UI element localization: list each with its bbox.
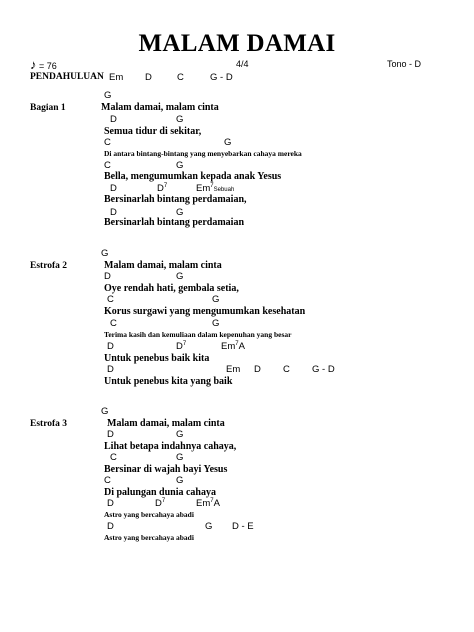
key-signature: Tono - D xyxy=(387,59,422,69)
chord: C xyxy=(110,318,117,329)
lyric-line: Terima kasih dan kemuliaan dalam kepenuhan yang besar xyxy=(104,330,292,339)
chord: G xyxy=(176,114,184,125)
chord-with-extension: Em$^7$A xyxy=(221,340,245,352)
chord: D xyxy=(107,521,114,532)
chord: C xyxy=(104,137,111,148)
chord: G - D xyxy=(210,72,233,83)
chord: D xyxy=(107,364,114,375)
lyric-line: Bersinar di wajah bayi Yesus xyxy=(104,464,228,475)
lyric-line: Untuk penebus kita yang baik xyxy=(104,376,233,387)
chord: C xyxy=(107,294,114,305)
chord: G xyxy=(212,318,220,329)
section-label: Estrofa 2 xyxy=(30,261,68,271)
chord: D - E xyxy=(232,521,254,532)
chord: G xyxy=(101,406,109,417)
chord: G xyxy=(176,160,184,171)
lyric-line: Bersinarlah bintang perdamaian, xyxy=(104,194,247,205)
lyric-line: Semua tidur di sekitar, xyxy=(104,126,202,137)
chord: G xyxy=(176,452,184,463)
chord: D xyxy=(110,183,117,194)
chord: G xyxy=(176,207,184,218)
chord: Em xyxy=(109,72,124,83)
section-label: Estrofa 3 xyxy=(30,419,68,429)
chord: G xyxy=(101,248,109,259)
chord-with-extension: Em$^7$Sebuah xyxy=(196,182,235,194)
section-label: Bagian 1 xyxy=(30,103,66,113)
chord: D xyxy=(254,364,261,375)
chord: C xyxy=(177,72,184,83)
chord: D xyxy=(107,429,114,440)
chord: C xyxy=(104,160,111,171)
chord: D xyxy=(107,498,114,509)
chord: C xyxy=(104,475,111,486)
lyric-line: Oye rendah hati, gembala setia, xyxy=(104,283,239,294)
chord: D xyxy=(107,341,114,352)
chord: D xyxy=(110,114,117,125)
tempo-marking xyxy=(30,57,57,72)
lyric-line: Bersinarlah bintang perdamaian xyxy=(104,217,245,228)
intro-label: PENDAHULUAN xyxy=(30,72,104,82)
chord: G xyxy=(205,521,213,532)
lyric-line: Malam damai, malam cinta xyxy=(107,418,225,429)
tempo-value: = 76 xyxy=(39,61,57,71)
chord: G xyxy=(176,271,184,282)
chord: D xyxy=(145,72,152,83)
lyric-line: Malam damai, malam cinta xyxy=(101,102,219,113)
chord-with-extension: $D^7$ xyxy=(176,340,187,352)
eighth-note-icon: ♪ xyxy=(30,57,37,72)
chord: G xyxy=(176,429,184,440)
lyric-line: Bella, mengumumkan kepada anak Yesus xyxy=(104,171,282,182)
chord: C xyxy=(283,364,290,375)
lyric-line: Di antara bintang-bintang yang menyebarkan cahaya mereka xyxy=(104,149,302,158)
chord-with-extension: $D^7$ xyxy=(157,182,168,194)
chord: G xyxy=(224,137,232,148)
chord: C xyxy=(110,452,117,463)
chord: G xyxy=(104,90,112,101)
lyric-line: Astro yang bercahaya abadi xyxy=(104,510,194,519)
lyric-line: Di palungan dunia cahaya xyxy=(104,487,216,498)
chord-with-extension: Em$^7$A xyxy=(196,497,220,509)
chord-with-extension: $D^7$ xyxy=(155,497,166,509)
chord: Em xyxy=(226,364,241,375)
lyric-line: Untuk penebus baik kita xyxy=(104,353,210,364)
song-title: MALAM DAMAI xyxy=(138,30,336,57)
chord: D xyxy=(104,271,111,282)
chord: G - D xyxy=(312,364,335,375)
lyric-line: Astro yang bercahaya abadi xyxy=(104,533,194,542)
chord: G xyxy=(176,475,184,486)
time-signature: 4/4 xyxy=(236,59,249,69)
lyric-line: Korus surgawi yang mengumumkan kesehatan xyxy=(104,306,306,317)
chord: G xyxy=(212,294,220,305)
chord: D xyxy=(110,207,117,218)
lyric-line: Malam damai, malam cinta xyxy=(104,260,222,271)
lyric-line: Lihat betapa indahnya cahaya, xyxy=(104,441,237,452)
